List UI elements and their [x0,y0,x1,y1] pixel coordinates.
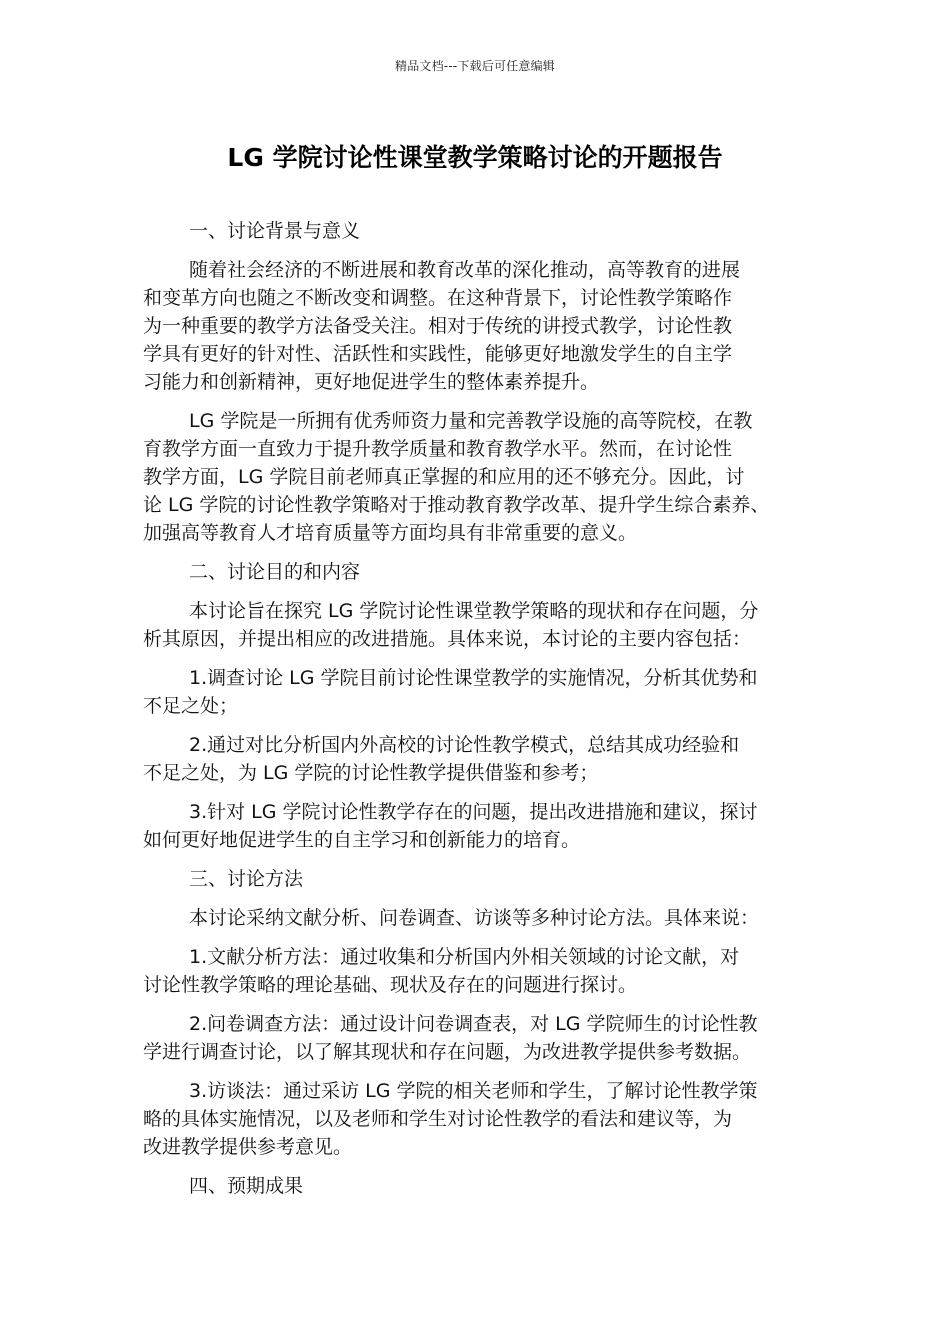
text-line: 和变革方向也随之不断改变和调整。在这种背景下，讨论性教学策略作 [143,287,733,309]
text-line: 为一种重要的教学方法备受关注。相对于传统的讲授式教学，讨论性教 [143,315,733,337]
text-line: 析其原因，并提出相应的改进措施。具体来说，本讨论的主要内容包括： [143,628,752,650]
text-line: 2.问卷调查方法：通过设计问卷调查表，对 LG 学院师生的讨论性教 [189,1013,758,1035]
text-line: 本讨论采纳文献分析、问卷调查、访谈等多种讨论方法。具体来说： [189,907,760,929]
header-note: 精品文档---下载后可任意编辑 [395,59,555,73]
text-line: 本讨论旨在探究 LG 学院讨论性课堂教学策略的现状和存在问题，分 [189,600,759,622]
text-line: LG 学院是一所拥有优秀师资力量和完善教学设施的高等院校，在教 [189,410,753,432]
list-item-method-2 [143,1010,811,1066]
document-body [143,217,811,1211]
heading-text: 一、讨论背景与意义 [189,220,361,242]
text-line: 略的具体实施情况，以及老师和学生对讨论性教学的看法和建议等，为 [143,1108,733,1130]
document-title: LG 学院讨论性课堂教学策略讨论的开题报告 [227,143,723,172]
text-line: 讨论性教学策略的理论基础、现状及存在的问题进行探讨。 [143,974,638,996]
text-line: 学具有更好的针对性、活跃性和实践性，能够更好地激发学生的自主学 [143,343,733,365]
heading-text: 二、讨论目的和内容 [189,561,361,583]
section-heading-purpose [143,558,811,586]
text-line: 教学方面，LG 学院目前老师真正掌握的和应用的还不够充分。因此，讨 [143,466,745,488]
list-item-content-2 [143,731,811,787]
paragraph-methods [143,904,811,932]
list-item-content-3 [143,798,811,854]
heading-text: 四、预期成果 [189,1175,304,1197]
section-heading-methods [143,865,811,893]
text-line: 习能力和创新精神，更好地促进学生的整体素养提升。 [143,371,600,393]
section-heading-outcomes [143,1172,811,1200]
text-line: 论 LG 学院的讨论性教学策略对于推动教育教学改革、提升学生综合素养、 [143,494,770,516]
list-item-method-3 [143,1077,811,1161]
heading-text: 三、讨论方法 [189,868,304,890]
section-heading-background [143,217,811,245]
text-line: 随着社会经济的不断进展和教育改革的深化推动，高等教育的进展 [189,259,741,281]
text-line: 加强高等教育人才培育质量等方面均具有非常重要的意义。 [143,522,638,544]
text-line: 1.调查讨论 LG 学院目前讨论性课堂教学的实施情况，分析其优势和 [189,667,758,689]
text-line: 学进行调查讨论，以了解其现状和存在问题，为改进教学提供参考数据。 [143,1041,752,1063]
text-line: 改进教学提供参考意见。 [143,1136,353,1158]
text-line: 2.通过对比分析国内外高校的讨论性教学模式，总结其成功经验和 [189,734,740,756]
list-item-content-1 [143,664,811,720]
paragraph-background [143,256,811,396]
paragraph-purpose [143,597,811,653]
text-line: 3.访谈法：通过采访 LG 学院的相关老师和学生，了解讨论性教学策 [189,1080,758,1102]
text-line: 3.针对 LG 学院讨论性教学存在的问题，提出改进措施和建议，探讨 [189,801,758,823]
list-item-method-1 [143,943,811,999]
text-line: 不足之处； [143,695,239,717]
text-line: 如何更好地促进学生的自主学习和创新能力的培育。 [143,829,581,851]
text-line: 不足之处，为 LG 学院的讨论性教学提供借鉴和参考； [143,762,599,784]
paragraph-significance [143,407,811,547]
text-line: 1.文献分析方法：通过收集和分析国内外相关领域的讨论文献，对 [189,946,740,968]
text-line: 育教学方面一直致力于提升教学质量和教育教学水平。然而，在讨论性 [143,438,733,460]
